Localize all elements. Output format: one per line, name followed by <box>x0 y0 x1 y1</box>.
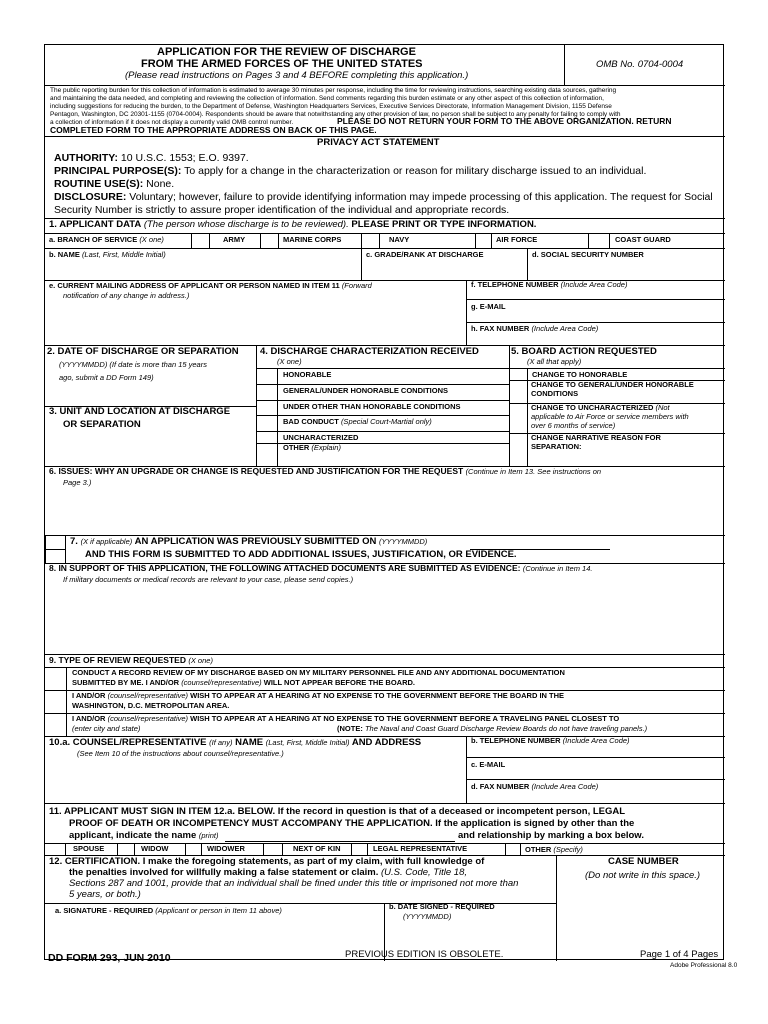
prev-application-label: AN APPLICATION WAS PREVIOUSLY SUBMITTED ON <box>134 536 377 547</box>
counsel-email-field[interactable]: c. E-MAIL <box>471 760 506 769</box>
fax-field[interactable] <box>471 325 598 334</box>
authority-value: 10 U.S.C. 1553; E.O. 9397. <box>120 152 249 164</box>
mailing-address-label: e. CURRENT MAILING ADDRESS OF APPLICANT OR PERSON NAMED IN ITEM 11 <box>49 281 340 290</box>
counsel-name-address-field[interactable] <box>49 738 421 749</box>
issues-note: (Continue in Item 13. See instructions on <box>465 467 602 476</box>
action-uncharacterized-note: applicable to Air Force or service members with <box>531 412 689 421</box>
relation-widow[interactable]: WIDOW <box>141 844 169 853</box>
relation-other-label: OTHER <box>525 845 552 854</box>
applicant-sign-instructions: applicant, indicate the name <box>69 830 197 841</box>
form-title-line1: APPLICATION FOR THE REVIEW OF DISCHARGE <box>157 46 416 58</box>
board-action-note: (X all that apply) <box>527 357 582 366</box>
relation-legal-representative[interactable]: LEGAL REPRESENTATIVE <box>373 844 468 853</box>
email-field[interactable]: g. E-MAIL <box>471 302 506 311</box>
purpose-label: PRINCIPAL PURPOSE(S): <box>54 165 182 177</box>
review-traveling-note: (counsel/representative) <box>107 714 189 723</box>
counsel-name-label: NAME <box>235 737 264 748</box>
counsel-telephone-field[interactable] <box>471 737 630 746</box>
date-signed-note: (YYYYMMDD) <box>403 912 452 921</box>
branch-navy[interactable]: NAVY <box>389 235 410 244</box>
char-other[interactable] <box>283 444 341 453</box>
telephone-label: f. TELEPHONE NUMBER <box>471 280 559 289</box>
characterization-note: (X one) <box>277 357 302 366</box>
review-hearing-dc-text: WISH TO APPEAR AT A HEARING AT NO EXPENSE TO THE GOVERNMENT BEFORE THE BOARD IN THE <box>190 691 565 700</box>
routine-use-value: None. <box>146 178 175 190</box>
name-label: b. NAME <box>49 250 80 259</box>
review-traveling-panel[interactable] <box>72 715 619 724</box>
relation-next-of-kin[interactable]: NEXT OF KIN <box>293 844 341 853</box>
certification-text: 12. CERTIFICATION. I make the foregoing statements, as part of my claim, with full knowledge of <box>49 856 485 867</box>
review-record[interactable]: CONDUCT A RECORD REVIEW OF MY DISCHARGE BASED ON MY MILITARY PERSONNEL FILE AND ANY ADDITIONAL DOCUMENTATION <box>72 668 565 677</box>
grade-rank-field[interactable]: c. GRADE/RANK AT DISCHARGE <box>366 250 484 259</box>
review-hearing-dc-text: WASHINGTON, D.C. METROPOLITAN AREA. <box>72 701 230 710</box>
branch-note: (X one) <box>139 235 164 244</box>
issues-label: 6. ISSUES: WHY AN UPGRADE OR CHANGE IS REQUESTED AND JUSTIFICATION FOR THE REQUEST <box>49 466 464 476</box>
adobe-version: Adobe Professional 8.0 <box>670 962 738 969</box>
certification-code: Sections 287 and 1001, provide that an individual shall be fined under this title or imprisoned not more than <box>69 878 519 889</box>
discharge-date-label: 2. DATE OF DISCHARGE OR SEPARATION <box>47 346 239 357</box>
certification-text: the penalties involved for willfully making a false statement or claim. <box>69 867 379 878</box>
issues-note: Page 3.) <box>63 478 92 487</box>
applicant-sign-instructions: PROOF OF DEATH OR INCOMPETENCY MUST ACCOMPANY THE APPLICATION. If the application is signed by other than the <box>69 818 635 829</box>
char-other-than-honorable[interactable]: UNDER OTHER THAN HONORABLE CONDITIONS <box>283 402 461 411</box>
applicant-print-note: (print) <box>198 831 219 840</box>
prev-application-note: (X if applicable) <box>80 537 133 546</box>
return-notice: PLEASE DO NOT RETURN YOUR FORM TO THE ABOVE ORGANIZATION. RETURN <box>337 116 672 126</box>
counsel-fax-note: (Include Area Code) <box>531 782 599 791</box>
char-bad-conduct-label: BAD CONDUCT <box>283 417 339 426</box>
review-hearing-dc-note: (counsel/representative) <box>107 691 189 700</box>
signature-label: a. SIGNATURE - REQUIRED <box>55 906 154 915</box>
fax-note: (Include Area Code) <box>531 324 599 333</box>
telephone-note: (Include Area Code) <box>560 280 628 289</box>
issues-input[interactable] <box>45 490 725 535</box>
evidence-note: (Continue in Item 14. <box>522 564 593 573</box>
form-number: DD FORM 293, JUN 2010 <box>48 952 171 964</box>
char-other-note: (Explain) <box>311 443 341 452</box>
burden-text: Pentagon, Washington, DC 20301-1155 (0704-0004). Respondents should be aware that notwithstanding any other provision of law, no person shall be subject to any penalty for failing to comply with <box>50 111 621 118</box>
applicant-sign-instructions: 11. APPLICANT MUST SIGN IN ITEM 12.a. BELOW. If the record in question is that of a deceased or incompetent person, LEGAL <box>49 806 626 817</box>
form-subtitle: (Please read instructions on Pages 3 and 4 BEFORE completing this application.) <box>125 70 469 81</box>
discharge-review-form <box>44 44 724 960</box>
purpose-value: To apply for a change in the characterization or reason for military discharge issued to an individual. <box>184 165 647 177</box>
relation-widower[interactable]: WIDOWER <box>207 844 245 853</box>
action-uncharacterized-note: over 6 months of service) <box>531 421 616 430</box>
action-narrative-reason[interactable]: CHANGE NARRATIVE REASON FOR <box>531 433 661 442</box>
omb-number: OMB No. 0704-0004 <box>596 59 684 70</box>
counsel-address-label: AND ADDRESS <box>351 737 422 748</box>
action-general[interactable]: CHANGE TO GENERAL/UNDER HONORABLE <box>531 380 694 389</box>
case-number-label: CASE NUMBER <box>608 856 679 867</box>
fax-label: h. FAX NUMBER <box>471 324 530 333</box>
applicant-sign-instructions: and relationship by marking a box below. <box>458 830 644 841</box>
review-type-label: 9. TYPE OF REVIEW REQUESTED <box>49 655 186 665</box>
action-honorable[interactable]: CHANGE TO HONORABLE <box>532 370 628 379</box>
disclosure-value: Voluntary; however, failure to provide identifying information may impede processing of this application. The request for Social <box>129 191 713 203</box>
signature-field[interactable] <box>55 907 282 916</box>
review-hearing-dc[interactable] <box>72 692 564 701</box>
char-honorable[interactable]: HONORABLE <box>283 370 332 379</box>
action-uncharacterized-label: CHANGE TO UNCHARACTERIZED <box>531 403 654 412</box>
discharge-date-note: (YYYYMMDD) (If date is more than 15 years <box>59 360 207 369</box>
review-traveling-city-note: (enter city and state) <box>72 724 141 733</box>
privacy-title: PRIVACY ACT STATEMENT <box>317 137 440 148</box>
review-traveling-note-text: The Naval and Coast Guard Discharge Review Boards do not have traveling panels.) <box>364 724 648 733</box>
review-traveling-note-label: (NOTE: <box>337 724 363 733</box>
review-type-note: (X one) <box>188 656 213 665</box>
burden-text: a collection of information if it does not display a currently valid OMB control number. <box>50 119 294 126</box>
disclosure-value: Security Number is strictly to assure proper identification of the individual and appropriate records. <box>54 204 510 216</box>
action-general: CONDITIONS <box>531 389 579 398</box>
mailing-address-field[interactable] <box>49 282 372 291</box>
branch-coast-guard[interactable]: COAST GUARD <box>615 235 671 244</box>
applicant-data-title: 1. APPLICANT DATA <box>49 219 142 230</box>
name-note: (Last, First, Middle Initial) <box>81 250 166 259</box>
evidence-note: If military documents or medical records are relevant to your case, please send copies.) <box>63 575 354 584</box>
mailing-address-note: notification of any change in address.) <box>63 291 190 300</box>
counsel-label: 10.a. COUNSEL/REPRESENTATIVE <box>49 737 207 748</box>
name-field[interactable] <box>49 251 166 260</box>
prev-application-date-note: (YYYYMMDD) <box>378 537 428 546</box>
page-number: Page 1 of 4 Pages <box>640 949 719 960</box>
review-record-text: SUBMITTED BY ME. I AND/OR <box>72 678 180 687</box>
review-hearing-dc-text: I AND/OR <box>72 691 106 700</box>
disclosure-label: DISCLOSURE: <box>54 191 127 203</box>
obsolete-notice: PREVIOUS EDITION IS OBSOLETE. <box>345 949 504 960</box>
board-action-label: 5. BOARD ACTION REQUESTED <box>511 346 657 357</box>
return-notice: COMPLETED FORM TO THE APPROPRIATE ADDRESS ON BACK OF THIS PAGE. <box>50 125 377 135</box>
form-title-line2: FROM THE ARMED FORCES OF THE UNITED STATES <box>141 58 423 70</box>
relation-spouse[interactable]: SPOUSE <box>73 844 105 853</box>
branch-label: a. BRANCH OF SERVICE <box>49 235 138 244</box>
burden-text: The public reporting burden for this collection of information is estimated to average 30 minutes per response, including the time for reviewing instructions, searching existing data sources, gathering <box>50 87 617 94</box>
review-record-text: WILL NOT APPEAR BEFORE THE BOARD. <box>263 678 416 687</box>
unit-location-label: OR SEPARATION <box>63 419 141 430</box>
counsel-fax-label: d. FAX NUMBER <box>471 782 530 791</box>
burden-text: including suggestions for reducing the burden, to the Department of Defense, Washington Headquarters Services, Executive Services Directorate, Information Management Division, 1155 Defense <box>50 103 612 110</box>
review-traveling-text: WISH TO APPEAR AT A HEARING AT NO EXPENSE TO THE GOVERNMENT BEFORE A TRAVELING PANEL CLOSEST TO <box>190 714 620 723</box>
counsel-fax-field[interactable] <box>471 783 598 792</box>
review-traveling-text: I AND/OR <box>72 714 106 723</box>
relation-other[interactable] <box>525 846 583 855</box>
counsel-instructions-note: (See Item 10 of the instructions about counsel/representative.) <box>77 749 284 758</box>
date-signed-field[interactable]: b. DATE SIGNED - REQUIRED <box>389 902 495 911</box>
branch-air-force[interactable]: AIR FORCE <box>496 235 538 244</box>
char-bad-conduct-note: (Special Court-Martial only) <box>340 417 432 426</box>
counsel-name-note: (Last, First, Middle Initial) <box>265 738 350 747</box>
branch-army[interactable]: ARMY <box>223 235 246 244</box>
authority-label: AUTHORITY: <box>54 152 118 164</box>
counsel-note: (If any) <box>209 738 233 747</box>
routine-use-label: ROUTINE USE(S): <box>54 178 144 190</box>
action-narrative-reason: SEPARATION: <box>531 442 582 451</box>
char-uncharacterized[interactable]: UNCHARACTERIZED <box>283 433 359 442</box>
char-other-label: OTHER <box>283 443 310 452</box>
counsel-telephone-note: (Include Area Code) <box>562 736 630 745</box>
char-bad-conduct[interactable] <box>283 418 432 427</box>
applicant-data-note: (The person whose discharge is to be reviewed). <box>143 219 349 230</box>
prev-application-number: 7. <box>70 536 78 547</box>
telephone-field[interactable] <box>471 281 627 290</box>
relation-other-note: (Specify) <box>553 845 583 854</box>
signature-note: (Applicant or person in Item 11 above) <box>155 906 282 915</box>
burden-text: and maintaining the data needed, and completing and reviewing the collection of information. Send comments regarding this burden estimate or any other aspect of this collection of information, <box>50 95 604 102</box>
additional-issues-label: AND THIS FORM IS SUBMITTED TO ADD ADDITIONAL ISSUES, JUSTIFICATION, OR EVIDENCE. <box>85 549 517 560</box>
certification-code: 5 years, or both.) <box>69 889 141 900</box>
ssn-field[interactable]: d. SOCIAL SECURITY NUMBER <box>532 250 644 259</box>
evidence-label: 8. IN SUPPORT OF THIS APPLICATION, THE FOLLOWING ATTACHED DOCUMENTS ARE SUBMITTED AS EVIDENCE: <box>49 563 521 573</box>
review-record-note: (counsel/representative) <box>181 678 262 687</box>
action-uncharacterized-note: (Not <box>655 403 670 412</box>
counsel-telephone-label: b. TELEPHONE NUMBER <box>471 736 561 745</box>
case-number-note: (Do not write in this space.) <box>585 870 701 881</box>
unit-location-label: 3. UNIT AND LOCATION AT DISCHARGE <box>49 406 231 417</box>
characterization-label: 4. DISCHARGE CHARACTERIZATION RECEIVED <box>260 346 479 357</box>
discharge-date-note: ago, submit a DD Form 149) <box>59 373 154 382</box>
mailing-address-note: (Forward <box>341 281 372 290</box>
evidence-input[interactable] <box>45 587 725 654</box>
branch-marine-corps[interactable]: MARINE CORPS <box>283 235 342 244</box>
certification-code: (U.S. Code, Title 18, <box>381 867 467 878</box>
print-notice: PLEASE PRINT OR TYPE INFORMATION. <box>351 219 537 230</box>
char-general[interactable]: GENERAL/UNDER HONORABLE CONDITIONS <box>283 386 449 395</box>
